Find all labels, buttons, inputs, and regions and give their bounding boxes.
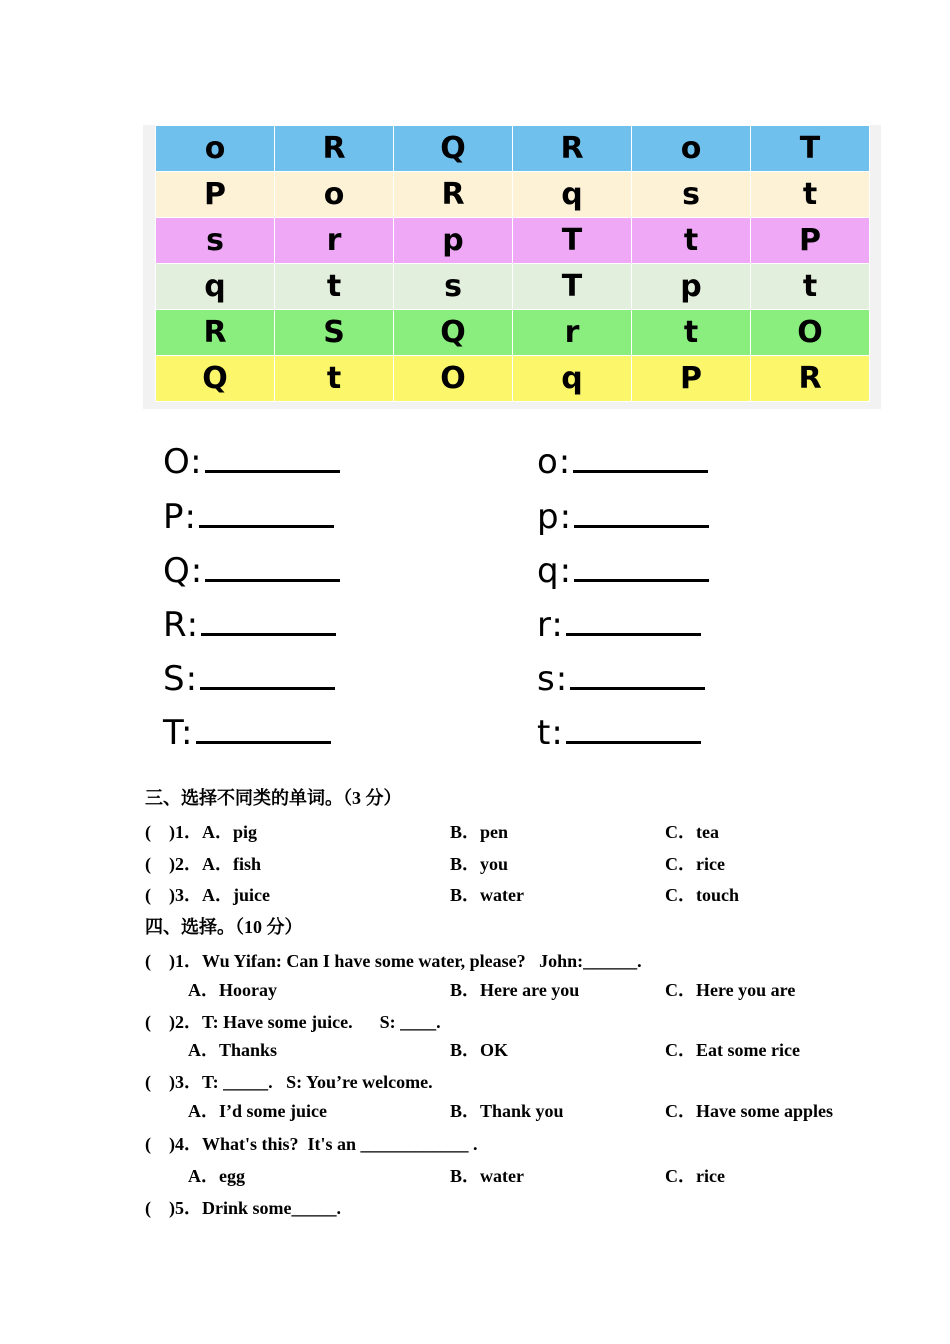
grid-cell: s bbox=[156, 218, 275, 264]
question-stem: ( )2．T: Have some juice. S: ____. bbox=[145, 1012, 441, 1032]
grid-cell: r bbox=[275, 218, 394, 264]
write-line-lower-t bbox=[537, 713, 701, 753]
grid-cell: q bbox=[513, 172, 632, 218]
grid-cell: T bbox=[513, 264, 632, 310]
grid-cell: t bbox=[275, 356, 394, 402]
grid-cell: o bbox=[156, 126, 275, 172]
grid-cell: R bbox=[513, 126, 632, 172]
answer-blank[interactable] bbox=[573, 466, 708, 473]
write-label: O: bbox=[163, 442, 203, 482]
question-stem: ( )3．A．juice bbox=[145, 885, 270, 905]
question-stem: ( )5．Drink some_____. bbox=[145, 1198, 341, 1218]
option-c: C．rice bbox=[665, 854, 725, 874]
letter-grid-panel bbox=[143, 125, 881, 409]
answer-blank[interactable] bbox=[574, 575, 709, 582]
option-c: C．Here you are bbox=[665, 980, 796, 1000]
write-line-lower-p bbox=[537, 497, 709, 537]
write-line-upper-t bbox=[163, 713, 331, 753]
answer-blank[interactable] bbox=[199, 521, 334, 528]
option-c: C．Have some apples bbox=[665, 1101, 833, 1121]
grid-cell: S bbox=[275, 310, 394, 356]
write-label: q: bbox=[537, 551, 573, 591]
write-label: Q: bbox=[163, 551, 204, 591]
grid-cell: P bbox=[751, 218, 870, 264]
option-b: B．pen bbox=[450, 822, 509, 842]
grid-cell: T bbox=[513, 218, 632, 264]
section-title: 三、选择不同类的单词。（3 分） bbox=[145, 788, 402, 808]
letter-grid bbox=[155, 125, 870, 402]
option-b: B．Here are you bbox=[450, 980, 580, 1000]
grid-cell: t bbox=[275, 264, 394, 310]
grid-cell: t bbox=[751, 172, 870, 218]
answer-blank[interactable] bbox=[566, 629, 701, 636]
question-stem: ( )1．Wu Yifan: Can I have some water, please? John:______. bbox=[145, 951, 642, 971]
option-c: C．rice bbox=[665, 1166, 725, 1186]
write-label: P: bbox=[163, 497, 197, 537]
grid-row bbox=[156, 264, 870, 310]
section-title: 四、选择。（10 分） bbox=[145, 917, 303, 937]
grid-cell: t bbox=[632, 218, 751, 264]
grid-cell: R bbox=[751, 356, 870, 402]
write-label: t: bbox=[537, 713, 564, 753]
answer-blank[interactable] bbox=[574, 521, 709, 528]
write-line-upper-s bbox=[163, 659, 335, 699]
answer-blank[interactable] bbox=[200, 683, 335, 690]
write-line-upper-r bbox=[163, 605, 336, 645]
option-a: A．I’d some juice bbox=[188, 1101, 327, 1121]
grid-cell: q bbox=[513, 356, 632, 402]
grid-cell: o bbox=[275, 172, 394, 218]
option-b: B．Thank you bbox=[450, 1101, 564, 1121]
grid-cell: P bbox=[632, 356, 751, 402]
grid-cell: R bbox=[156, 310, 275, 356]
answer-blank[interactable] bbox=[205, 466, 340, 473]
write-label: p: bbox=[537, 497, 573, 537]
option-c: C．tea bbox=[665, 822, 719, 842]
grid-cell: r bbox=[513, 310, 632, 356]
grid-cell: s bbox=[632, 172, 751, 218]
answer-blank[interactable] bbox=[201, 629, 336, 636]
grid-cell: O bbox=[394, 356, 513, 402]
option-a: A．Thanks bbox=[188, 1040, 278, 1060]
grid-cell: Q bbox=[394, 310, 513, 356]
grid-cell: t bbox=[632, 310, 751, 356]
grid-row bbox=[156, 356, 870, 402]
grid-cell: Q bbox=[394, 126, 513, 172]
grid-cell: q bbox=[156, 264, 275, 310]
grid-row bbox=[156, 126, 870, 172]
grid-cell: R bbox=[275, 126, 394, 172]
answer-blank[interactable] bbox=[570, 683, 705, 690]
answer-blank[interactable] bbox=[196, 737, 331, 744]
option-b: B．OK bbox=[450, 1040, 509, 1060]
grid-cell: t bbox=[751, 264, 870, 310]
write-line-lower-q bbox=[537, 551, 709, 591]
write-line-upper-p bbox=[163, 497, 334, 537]
question-stem: ( )2．A．fish bbox=[145, 854, 261, 874]
write-line-lower-r bbox=[537, 605, 701, 645]
write-label: T: bbox=[163, 713, 194, 753]
grid-cell: s bbox=[394, 264, 513, 310]
answer-blank[interactable] bbox=[566, 737, 701, 744]
write-line-upper-q bbox=[163, 551, 340, 591]
grid-cell: T bbox=[751, 126, 870, 172]
grid-cell: p bbox=[394, 218, 513, 264]
grid-cell: Q bbox=[156, 356, 275, 402]
write-label: R: bbox=[163, 605, 200, 645]
question-stem: ( )3．T: _____. S: You’re welcome. bbox=[145, 1072, 433, 1092]
write-line-upper-o bbox=[163, 442, 340, 482]
option-a: A．egg bbox=[188, 1166, 245, 1186]
grid-cell: p bbox=[632, 264, 751, 310]
grid-cell: o bbox=[632, 126, 751, 172]
grid-row bbox=[156, 172, 870, 218]
question-stem: ( )4．What's this? It's an ____________ . bbox=[145, 1134, 478, 1154]
grid-cell: R bbox=[394, 172, 513, 218]
write-label: o: bbox=[537, 442, 572, 482]
write-label: S: bbox=[163, 659, 199, 699]
question-stem: ( )1．A．pig bbox=[145, 822, 257, 842]
grid-cell: O bbox=[751, 310, 870, 356]
option-b: B．you bbox=[450, 854, 509, 874]
grid-row bbox=[156, 218, 870, 264]
write-label: s: bbox=[537, 659, 569, 699]
write-line-lower-o bbox=[537, 442, 708, 482]
option-c: C．touch bbox=[665, 885, 740, 905]
option-b: B．water bbox=[450, 885, 524, 905]
write-line-lower-s bbox=[537, 659, 705, 699]
option-b: B．water bbox=[450, 1166, 524, 1186]
option-a: A．Hooray bbox=[188, 980, 277, 1000]
write-label: r: bbox=[537, 605, 564, 645]
grid-cell: P bbox=[156, 172, 275, 218]
grid-row bbox=[156, 310, 870, 356]
answer-blank[interactable] bbox=[205, 575, 340, 582]
option-c: C．Eat some rice bbox=[665, 1040, 800, 1060]
